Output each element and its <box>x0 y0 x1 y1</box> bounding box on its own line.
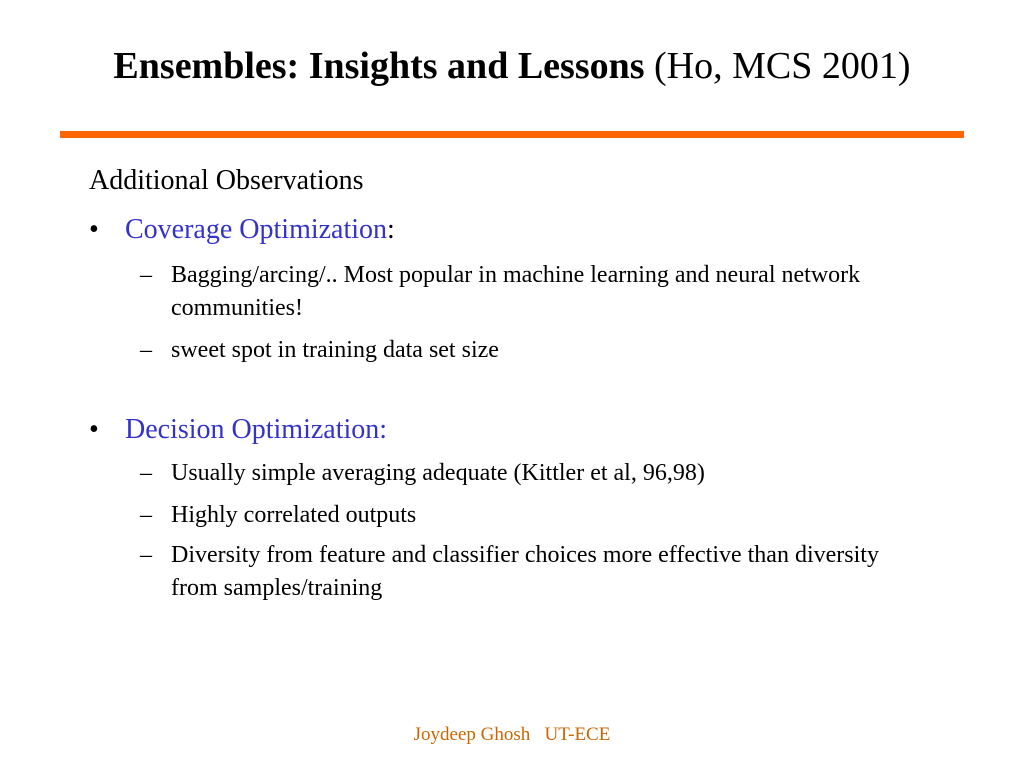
subitem-text: Highly correlated outputs <box>171 502 417 528</box>
subitem-text: Bagging/arcing/.. Most popular in machine learning and neural network communities! <box>171 262 861 321</box>
bullet-label: Coverage Optimization <box>125 214 388 245</box>
bullet-label: Decision Optimization: <box>125 414 388 445</box>
subitem-marker: – <box>140 262 152 288</box>
bullet-marker: • <box>89 214 99 245</box>
subitem-marker: – <box>140 337 152 363</box>
bullet-suffix: : <box>387 214 395 245</box>
title-divider <box>60 131 964 138</box>
subitem-text: Diversity from feature and classifier choices more effective than diversity from samples/training <box>171 542 879 601</box>
slide-title-citation: (Ho, MCS 2001) <box>644 45 911 87</box>
slide-title-main: Ensembles: Insights and Lessons <box>113 45 645 87</box>
slide-title <box>0 40 1024 92</box>
subitem-text: sweet spot in training data set size <box>171 337 499 363</box>
subitem-marker: – <box>140 502 152 528</box>
subitem-text: Usually simple averaging adequate (Kittler et al, 96,98) <box>171 460 705 486</box>
bullet-marker: • <box>89 414 99 445</box>
subitem-marker: – <box>140 542 152 568</box>
slide-footer: Joydeep Ghosh UT-ECE <box>413 724 611 745</box>
subitem-marker: – <box>140 460 152 486</box>
section-heading: Additional Observations <box>89 165 364 196</box>
